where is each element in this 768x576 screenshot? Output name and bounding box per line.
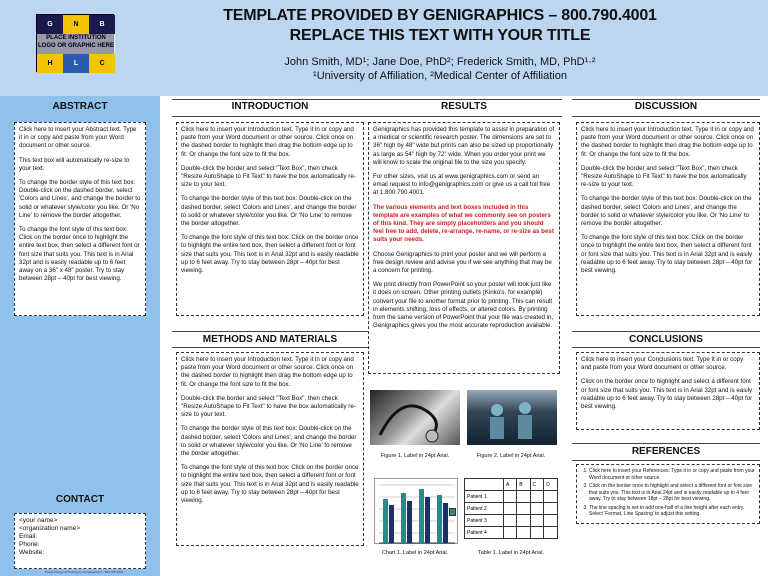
abstract-heading: ABSTRACT	[52, 101, 108, 112]
abstract-paragraph: To change the font style of this text box: Click on the border once to highlight the entire text box, then select a different font or font size that suits you. This text is in Arial 32pt and is easily readable up to 6 feet away on a 36" x 48" poster. Try to stay between 28pt – 40pt for best viewing.	[19, 226, 140, 283]
divider	[172, 99, 368, 100]
methods-paragraph: To change the font style of this text box: Click on the border once to highlight the entire text box, then select a different font or font size that suits you. This text is in Arial 32pt and is easily readable up to 6 feet away. Try to stay between 28pt – 40pt for best viewing.	[181, 464, 359, 505]
table-header-cell: B	[517, 479, 530, 491]
logo-tile: G	[37, 15, 63, 34]
institution-logo	[36, 14, 114, 72]
abstract-box[interactable]	[14, 122, 146, 316]
logo-text: PLACE INSTITUTION LOGO OR GRAPHIC HERE	[37, 34, 115, 54]
table-header-cell: D	[544, 479, 558, 491]
results-paragraph: For other sizes, visit us at www.genigraphics.com or send an email request to info@genigraphics.com or give us a call toll free at 1.800.790.4001.	[373, 173, 551, 197]
conclusions-paragraph: Click on the border once to highlight and select a different font or font size that suits you. This text is in Arial 32pt and is easily readable up to 6 feet away. Try to stay between 28pt – 40pt for best viewing.	[581, 378, 753, 411]
chart-legend-swatch	[449, 508, 456, 516]
contact-organization: <organization name>	[19, 525, 81, 532]
contact-phone: Phone:	[19, 541, 40, 548]
divider	[572, 460, 760, 461]
contact-email: Email:	[19, 533, 38, 540]
reference-item: 1. Click here to insert your References. Type it in or copy and paste from your Word document or other source.	[589, 468, 755, 481]
logo-tile: C	[89, 54, 115, 73]
methods-paragraph: Click here to insert your Introduction text. Type it in or copy and paste from your Word document or other source. Click once on the dashed border to highlight then drag the bottom edge up to fit. Or change the font size to fit the box.	[181, 356, 354, 388]
conclusions-paragraph: Click here to insert your Conclusions text. Type it in or copy and paste from your Word document or other source.	[581, 356, 744, 372]
introduction-heading: INTRODUCTION	[231, 101, 309, 112]
chart-caption: Chart 1. Label in 24pt Arial.	[381, 550, 449, 556]
table-header-cell: C	[530, 479, 544, 491]
divider	[572, 99, 760, 100]
table-1	[464, 478, 558, 539]
discussion-paragraph: Double-click the border and select "Text Box", then check "Resize AutoShape to Fit Text" to have the box automatically re-size to your text.	[581, 164, 747, 189]
figure-2-caption: Figure 2. Label in 24pt Arial.	[476, 453, 546, 459]
table-header-cell	[465, 479, 504, 491]
divider	[172, 116, 368, 117]
title-line-2: REPLACE THIS TEXT WITH YOUR TITLE	[289, 27, 591, 44]
table-row-label: Patient 1	[465, 491, 504, 503]
table-row	[465, 527, 558, 539]
discussion-paragraph: Click here to insert your Introduction text. Type it in or copy and paste from your Word document or other source. Click once on the dashed border to highlight then drag the bottom edge up to fit. Or change the font size to fit the box.	[581, 126, 754, 158]
discussion-paragraph: To change the font style of this text box: Click on the border once to highlight the entire text box, then select a different font or font size that suits you. This text is in Arial 32pt and is easily readable up to 6 feet away. Try to stay between 28pt – 40pt for best viewing.	[581, 234, 753, 275]
table-row-label: Patient 4	[465, 527, 504, 539]
divider	[572, 347, 760, 348]
logo-tile: N	[63, 15, 89, 34]
introduction-paragraph: To change the font style of this text box: Click on the border once to highlight the entire text box, then select a different font or font size that suits you. This text is in Arial 32pt and is easily readable up to 6 feet away. Try to stay between 28pt – 40pt for best viewing.	[181, 234, 359, 275]
methods-paragraph: Double-click the border and select "Text Box", then check "Resize AutoShape to Fit Text" to have the box automatically re-size to your text.	[181, 394, 356, 419]
references-box[interactable]	[576, 464, 760, 524]
table-header-cell: A	[504, 479, 517, 491]
references-heading: REFERENCES	[631, 446, 701, 457]
figure-2-image	[467, 390, 557, 445]
results-paragraph: Choose Genigraphics to print your poster and we will perform a free design review and advise you if we see anything that may be a concern for printing.	[373, 250, 552, 275]
figure-1-caption: Figure 1. Label in 24pt Arial.	[380, 453, 450, 459]
contact-heading: CONTACT	[55, 494, 105, 505]
results-heading: RESULTS	[441, 101, 487, 112]
discussion-heading: DISCUSSION	[634, 101, 698, 112]
surgeons-icon	[467, 390, 557, 445]
introduction-paragraph: Double-click the border and select "Text Box", then check "Resize AutoShape to Fit Text" to have the box automatically re-size to your text.	[181, 164, 356, 189]
authors: John Smith, MD¹; Jane Doe, PhD²; Frederick Smith, MD, PhD¹·²	[284, 56, 596, 68]
contact-box[interactable]	[14, 513, 146, 569]
introduction-paragraph: To change the border style of this text box: Double-click on the dashed border, select 'Colors and Lines', and change the border to solid or whatever style/color you like. Or 'No Line' to remove the border altogether.	[181, 195, 357, 228]
introduction-paragraph: Click here to insert your Introduction text. Type it in or copy and paste from your Word document or other source. Click once on the dashed border to highlight then drag the bottom edge up to fit. Or change the font size to fit the box.	[181, 126, 354, 158]
table-row	[465, 503, 558, 515]
results-red-paragraph: The various elements and text boxes included in this template are examples of what we commonly see on posters of this kind. They are simply placeholders and you should feel free to add, delete, re-arrange, re-name, or re-size as best suits your needs.	[373, 203, 554, 244]
results-paragraph: Genigraphics has provided this template to assist in preparation of a medical or scientific research poster. The dimensions are set to 36" high by 48" wide but prints can also be sized up proportionally as large as 54" high by 72" wide. When you order your print we will know to scale the original file to the size you specify.	[373, 126, 555, 166]
table-header-row	[465, 479, 558, 491]
divider	[572, 443, 760, 444]
table-caption: Table 1. Label in 24pt Arial.	[477, 550, 545, 556]
logo-tile: H	[37, 54, 63, 73]
reference-item: 2. Click on the border once to highlight and select a different font or font size that suits you. This text is in Arial 24pt and is easily readable up to 4 feet away. Try to stay between 18pt – 28pt for best viewing.	[589, 483, 755, 503]
references-list	[581, 468, 755, 518]
title-line-1: TEMPLATE PROVIDED BY GENIGRAPHICS – 800.790.4001	[223, 7, 657, 24]
figure-1-image	[370, 390, 460, 445]
divider	[572, 116, 760, 117]
table-row-label: Patient 2	[465, 503, 504, 515]
methods-heading: METHODS AND MATERIALS	[202, 334, 338, 345]
divider	[366, 116, 562, 117]
divider	[172, 347, 368, 348]
table-row	[465, 515, 558, 527]
abstract-paragraph: Click here to insert your Abstract text. Type it in or copy and paste from your Word document or other source.	[19, 126, 137, 150]
table-row	[465, 491, 558, 503]
divider	[172, 331, 368, 332]
results-paragraph: We print directly from PowerPoint so your poster will look just like it does on screen. Other printing outlets (Kinko's, for example) convert your file to another format prior to printing. This can result in elements shifting, loss of effects, or altered colors. By printing from the same version of PowerPoint that your file was created in, Genigraphics gives you the most accurate reproduction available.	[373, 281, 554, 330]
chart-1	[374, 478, 458, 544]
affiliations: ¹University of Affiliation, ²Medical Center of Affiliation	[313, 70, 567, 82]
poster-title	[150, 6, 730, 46]
logo-tile: L	[63, 54, 89, 73]
contact-name: <your name>	[19, 517, 58, 524]
logo-tile: B	[89, 15, 115, 34]
discussion-box[interactable]	[576, 122, 760, 316]
contact-website: Website:	[19, 549, 45, 556]
discussion-paragraph: To change the border style of this text box: Double-click on the dashed border, select 'Colors and Lines', and change the border to solid or whatever style/color you like. Or 'No Line' to remove the border altogether.	[581, 195, 752, 228]
conclusions-box[interactable]	[576, 352, 760, 430]
methods-box[interactable]	[176, 352, 364, 546]
results-box[interactable]	[368, 122, 560, 374]
table-row-label: Patient 3	[465, 515, 504, 527]
introduction-box[interactable]	[176, 122, 364, 316]
abstract-paragraph: To change the border style of this text box: Double-click on the dashed border, select 'Colors and Lines', and change the border to solid or whatever style/color you like. Or 'No Line' to remove the border altogether.	[19, 179, 141, 219]
conclusions-heading: CONCLUSIONS	[629, 334, 703, 345]
divider	[572, 331, 760, 332]
reference-item: 3. The line spacing is set to add one-half of a line height after each entry. Select 'Format, Line Spacing' to adjust this setting.	[589, 505, 755, 518]
abstract-paragraph: This text box will automatically re-size to your text.	[19, 156, 130, 172]
bar-chart-graphic	[375, 479, 459, 545]
divider	[366, 99, 562, 100]
stethoscope-icon	[370, 390, 460, 445]
credit-footer: Poster Design & Printing by Genigraphics® - 800.790.4001	[44, 570, 124, 574]
methods-paragraph: To change the border style of this text box: Double-click on the dashed border, select 'Colors and Lines', and change the border to solid or whatever style/color you like. Or 'No Line' to remove the border altogether.	[181, 425, 357, 458]
